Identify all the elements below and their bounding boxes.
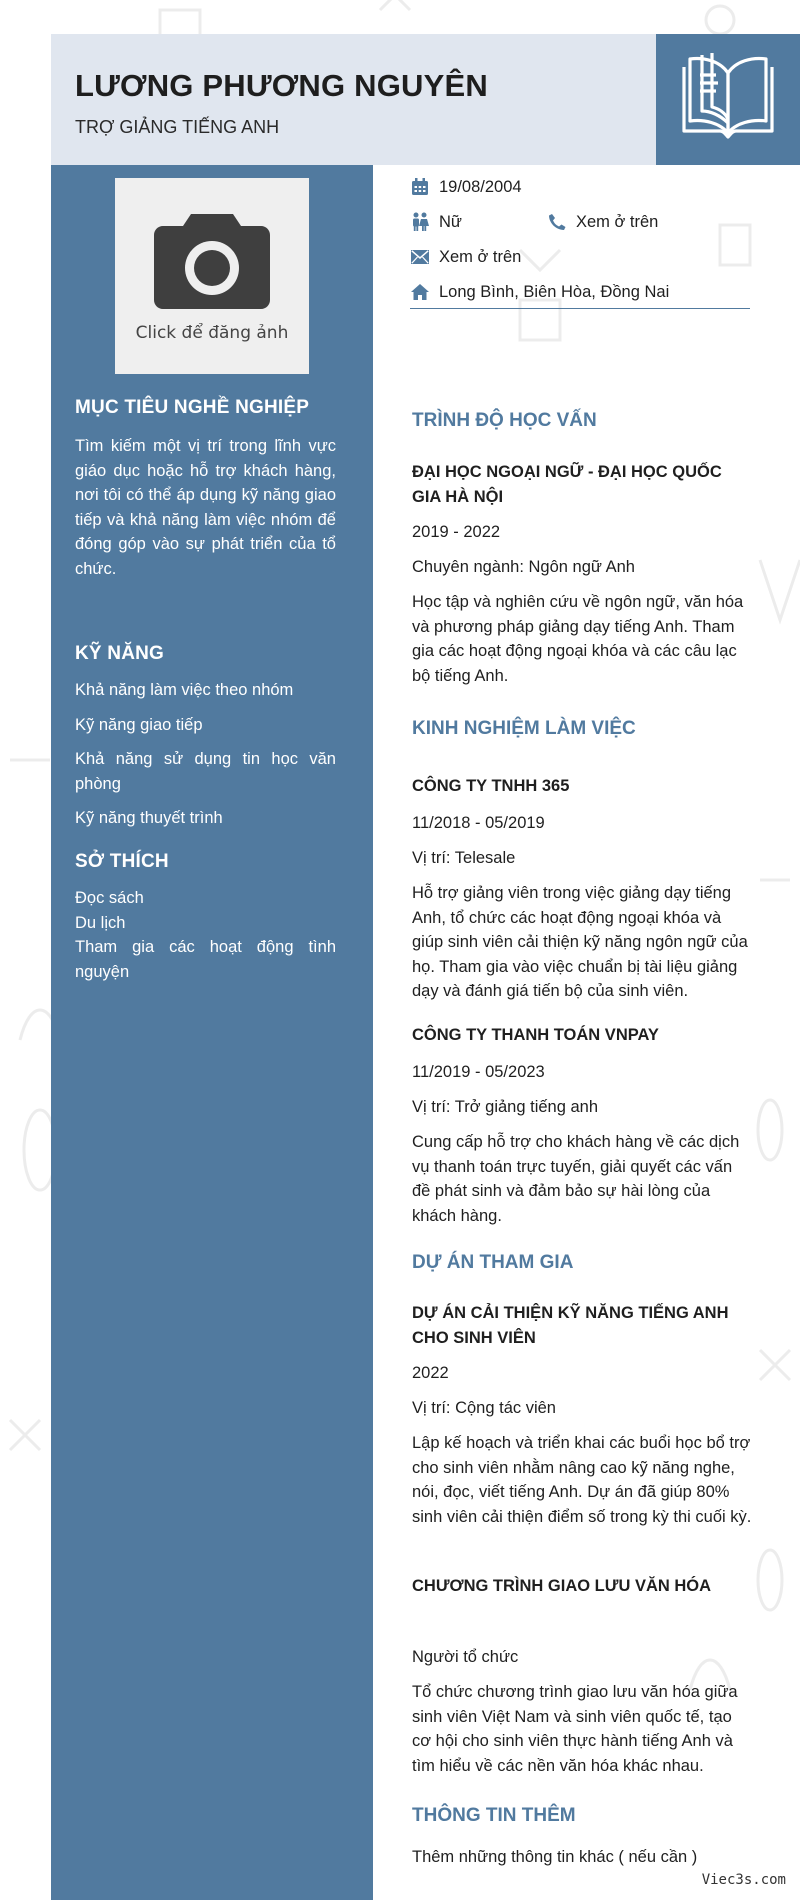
contact-gender[interactable] [410,212,462,232]
skills-heading: KỸ NĂNG [75,643,165,664]
photo-upload[interactable] [115,178,309,374]
skills-section [75,643,336,831]
candidate-name[interactable]: LƯƠNG PHƯƠNG NGUYÊN [75,68,488,103]
education-period[interactable]: 2019 - 2022 [412,523,501,541]
skill-item[interactable]: Khả năng sử dụng tin học văn phòng [75,750,336,793]
hobbies-section [75,851,336,984]
address-value: Long Bình, Biên Hòa, Đồng Nai [439,282,670,301]
email-value: Xem ở trên [439,247,522,266]
job-company[interactable]: CÔNG TY THANH TOÁN VNPAY [412,1026,659,1044]
phone-value: Xem ở trên [576,212,659,231]
skill-item[interactable]: Kỹ năng thuyết trình [75,809,223,827]
header-icon-box [656,34,800,165]
contact-address[interactable] [410,282,669,302]
hobby-item[interactable]: Du lịch [75,913,126,932]
additional-heading: THÔNG TIN THÊM [412,1805,576,1826]
site-watermark: Viec3s.com [701,1872,786,1888]
additional-text[interactable]: Thêm những thông tin khác ( nếu cần ) [412,1848,698,1866]
project-name[interactable]: DỰ ÁN CẢI THIỆN KỸ NĂNG TIẾNG ANH CHO SINH VIÊN [412,1304,729,1347]
phone-icon [547,212,567,232]
open-book-icon [680,51,776,148]
experience-heading: KINH NGHIỆM LÀM VIỆC [412,718,636,739]
contact-email[interactable] [410,247,521,267]
objective-heading: MỤC TIÊU NGHỀ NGHIỆP [75,397,310,418]
contact-birthday[interactable] [410,177,522,197]
project-description[interactable]: Tổ chức chương trình giao lưu văn hóa giữa sinh viên Việt Nam và sinh viên quốc tế, tạo cơ hội cho sinh viên thực hành tiếng Anh và tìm hiểu về các nền văn hóa khác nhau. [412,1683,738,1775]
job-position[interactable]: Vị trí: Telesale [412,849,516,867]
contact-divider [410,308,750,309]
contact-phone[interactable] [547,212,658,232]
candidate-title[interactable]: TRỢ GIẢNG TIẾNG ANH [75,117,280,137]
job-description[interactable]: Hỗ trợ giảng viên trong việc giảng dạy tiếng Anh, tổ chức các hoạt động ngoại khóa và giúp sinh viên cải thiện kỹ năng ngôn ngữ của họ. Tham gia vào việc chuẩn bị tài liệu giảng dạy và đánh giá tiến bộ của sinh viên. [412,884,748,1000]
calendar-icon [410,177,430,197]
objective-section [75,397,336,581]
home-icon [410,282,430,302]
project-description[interactable]: Lập kế hoạch và triển khai các buổi học bổ trợ cho sinh viên nhằm nâng cao kỹ năng nghe, nói, đọc, viết tiếng Anh. Dự án đã giúp 80% sinh viên cải thiện điểm số trong kỳ thi cuối kỳ. [412,1434,752,1526]
job-description[interactable]: Cung cấp hỗ trợ cho khách hàng về các dịch vụ thanh toán trực tuyến, giải quyết các vấn đề phát sinh và đảm bảo sự hài lòng của khách hàng. [412,1133,740,1225]
project-period[interactable]: 2022 [412,1364,449,1382]
job-position[interactable]: Vị trí: Trở giảng tiếng anh [412,1098,599,1116]
education-heading: TRÌNH ĐỘ HỌC VẤN [412,410,597,431]
skill-item[interactable]: Khả năng làm việc theo nhóm [75,681,294,699]
cv-header [51,34,800,165]
skill-item[interactable]: Kỹ năng giao tiếp [75,715,203,734]
hobby-item[interactable]: Đọc sách [75,889,144,907]
project-role[interactable]: Người tổ chức [412,1648,519,1666]
education-school[interactable]: ĐẠI HỌC NGOẠI NGỮ - ĐẠI HỌC QUỐC GIA HÀ NỘI [412,463,722,506]
email-icon [410,247,430,267]
photo-caption: Click để đăng ảnh [135,322,289,343]
project-name[interactable]: CHƯƠNG TRÌNH GIAO LƯU VĂN HÓA [412,1577,712,1595]
hobby-item[interactable]: Tham gia các hoạt động tình nguyện [75,938,336,981]
camera-icon [153,210,271,315]
education-description[interactable]: Học tập và nghiên cứu về ngôn ngữ, văn hóa và phương pháp giảng dạy tiếng Anh. Tham gia các hoạt động ngoại khóa và các câu lạc bộ tiếng Anh. [412,593,744,685]
gender-value: Nữ [439,212,462,231]
objective-text[interactable]: Tìm kiếm một vị trí trong lĩnh vực giáo dục hoặc hỗ trợ khách hàng, nơi tôi có thể áp dụng kỹ năng giao tiếp và khả năng làm việc nhóm để đóng góp vào sự phát triển của tổ chức. [75,437,336,578]
job-company[interactable]: CÔNG TY TNHH 365 [412,777,570,795]
cv-page [51,34,800,1900]
projects-heading: DỰ ÁN THAM GIA [412,1252,574,1273]
project-role[interactable]: Vị trí: Cộng tác viên [412,1399,556,1417]
gender-icon [410,212,430,232]
sidebar [51,165,373,1900]
job-period[interactable]: 11/2019 - 05/2023 [412,1063,545,1081]
job-period[interactable]: 11/2018 - 05/2019 [412,814,545,832]
hobbies-heading: SỞ THÍCH [75,851,169,872]
education-major[interactable]: Chuyên ngành: Ngôn ngữ Anh [412,558,635,576]
birthday-value: 19/08/2004 [439,177,522,196]
